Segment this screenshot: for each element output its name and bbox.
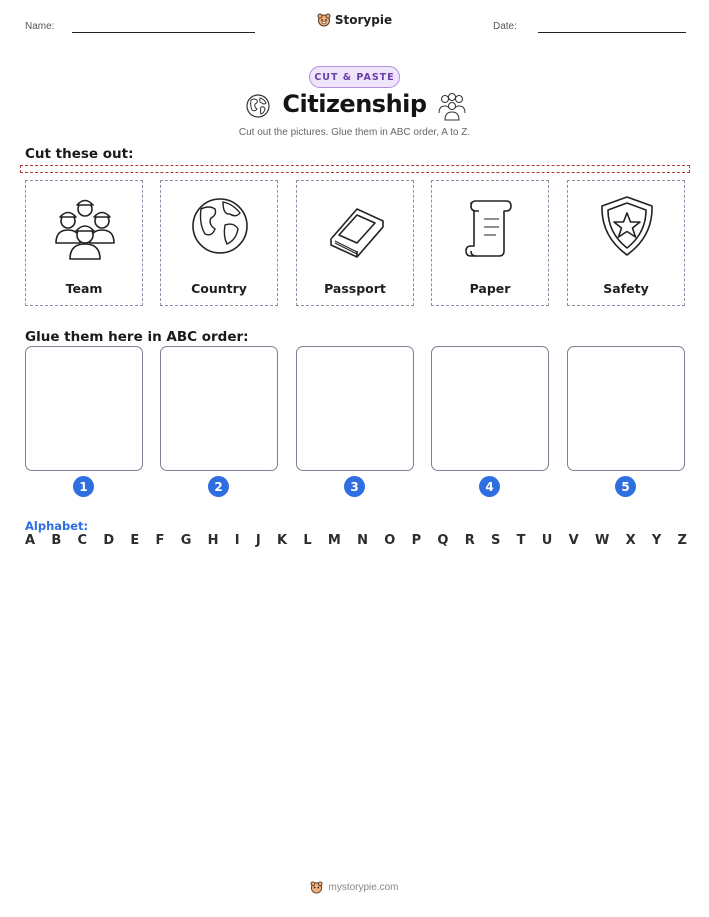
alphabet-letter: K <box>277 533 288 548</box>
cut-card-country[interactable] <box>160 180 278 306</box>
alphabet-letter: P <box>411 533 422 548</box>
card-label: Passport <box>324 281 386 296</box>
cut-card-safety[interactable] <box>567 180 685 306</box>
card-label: Country <box>191 281 247 296</box>
alphabet-letter: I <box>234 533 240 548</box>
alphabet-letter: W <box>594 533 610 548</box>
storypie-mascot-icon <box>310 881 323 894</box>
brand-name: Storypie <box>334 13 393 27</box>
alphabet-letter: J <box>255 533 261 548</box>
globe-icon <box>185 191 255 261</box>
alphabet-letter: Q <box>437 533 449 548</box>
cut-card-paper[interactable] <box>431 180 549 306</box>
alphabet-letter: B <box>51 533 62 548</box>
shield-star-icon <box>592 191 662 261</box>
alphabet-letter: A <box>25 533 36 548</box>
footer-url[interactable]: mystorypie.com <box>328 882 399 893</box>
team-icon <box>50 191 120 261</box>
storypie-mascot-icon <box>317 13 331 27</box>
alphabet-letter: D <box>103 533 115 548</box>
cut-card-team[interactable] <box>25 180 143 306</box>
alphabet-letter: U <box>541 533 553 548</box>
alphabet-letter: G <box>180 533 192 548</box>
name-label: Name: <box>25 21 55 32</box>
alphabet-letter: R <box>464 533 475 548</box>
alphabet-letter: F <box>155 533 165 548</box>
glue-slot-1[interactable] <box>25 346 143 471</box>
glue-slot-2[interactable] <box>160 346 278 471</box>
alphabet-letter: E <box>130 533 140 548</box>
footer <box>0 881 709 894</box>
glue-slot-5[interactable] <box>567 346 685 471</box>
glue-slot-4[interactable] <box>431 346 549 471</box>
alphabet-letter: C <box>77 533 88 548</box>
page-title: Citizenship <box>282 90 427 118</box>
alphabet-letter: N <box>357 533 369 548</box>
alphabet-letter: S <box>491 533 501 548</box>
card-label: Team <box>65 281 103 296</box>
slot-number-3: 3 <box>344 476 365 497</box>
glue-slot-3[interactable] <box>296 346 414 471</box>
alphabet-letter: T <box>516 533 526 548</box>
glue-section-heading: Glue them here in ABC order: <box>25 329 249 345</box>
alphabet-heading: Alphabet: <box>25 519 89 533</box>
cut-card-passport[interactable] <box>296 180 414 306</box>
brand-logo <box>0 13 709 27</box>
slot-number-5: 5 <box>615 476 636 497</box>
cut-paste-badge: CUT & PASTE <box>309 66 400 88</box>
passport-icon <box>321 191 391 261</box>
alphabet-strip <box>25 533 687 548</box>
slot-number-1: 1 <box>73 476 94 497</box>
alphabet-letter: O <box>384 533 396 548</box>
alphabet-letter: H <box>207 533 219 548</box>
cut-section-heading: Cut these out: <box>25 146 134 162</box>
alphabet-letter: M <box>327 533 341 548</box>
name-line[interactable] <box>72 32 255 33</box>
alphabet-letter: V <box>568 533 579 548</box>
date-line[interactable] <box>538 32 686 33</box>
card-label: Paper <box>469 281 511 296</box>
alphabet-letter: L <box>303 533 312 548</box>
cut-line <box>20 165 690 173</box>
date-label: Date: <box>493 21 517 32</box>
alphabet-letter: Z <box>677 533 687 548</box>
instructions: Cut out the pictures. Glue them in ABC order, A to Z. <box>238 127 471 138</box>
team-icon <box>436 91 468 121</box>
card-label: Safety <box>603 281 649 296</box>
alphabet-letter: Y <box>651 533 662 548</box>
scroll-icon <box>456 191 526 261</box>
slot-number-4: 4 <box>479 476 500 497</box>
slot-number-2: 2 <box>208 476 229 497</box>
alphabet-letter: X <box>625 533 636 548</box>
